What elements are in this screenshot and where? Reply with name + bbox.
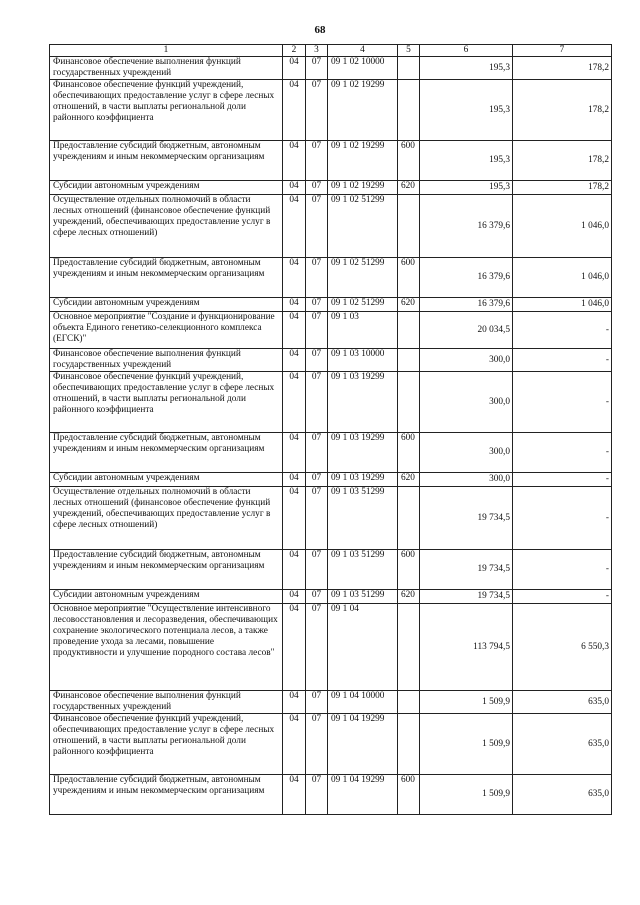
column-number-1: 1 xyxy=(50,45,283,57)
row-expense-type-code: 620 xyxy=(398,181,420,195)
row-expense-type-code: 600 xyxy=(398,258,420,298)
row-description: Субсидии автономным учреждениям xyxy=(50,590,283,604)
table-row xyxy=(50,775,612,815)
column-number-3: 3 xyxy=(306,45,328,57)
row-amount-col6: 19 734,5 xyxy=(420,550,513,590)
row-amount-col7: 178,2 xyxy=(513,181,612,195)
row-description: Основное мероприятие "Осуществление интенсивного лесовосстановления и лесоразведения, обеспечивающих сохранение экологического потенциала лесов, а также проведение ухода за лесами, повышение продуктивности и улучшение породного состава лесов" xyxy=(50,604,283,691)
row-section-code: 04 xyxy=(283,57,306,80)
row-amount-col7: 635,0 xyxy=(513,691,612,714)
row-section-code: 04 xyxy=(283,775,306,815)
row-amount-col6: 113 794,5 xyxy=(420,604,513,691)
row-subsection-code: 07 xyxy=(306,604,328,691)
row-subsection-code: 07 xyxy=(306,181,328,195)
budget-table xyxy=(49,44,612,815)
row-subsection-code: 07 xyxy=(306,195,328,258)
table-row xyxy=(50,550,612,590)
row-section-code: 04 xyxy=(283,590,306,604)
row-amount-col7: - xyxy=(513,312,612,349)
row-amount-col6: 195,3 xyxy=(420,181,513,195)
row-section-code: 04 xyxy=(283,433,306,473)
row-expense-type-code: 620 xyxy=(398,590,420,604)
row-subsection-code: 07 xyxy=(306,141,328,181)
row-description: Финансовое обеспечение функций учреждений, обеспечивающих предоставление услуг в сфере лесных отношений, в части выплаты региональной доли районного коэффициента xyxy=(50,80,283,141)
row-description: Финансовое обеспечение функций учреждений, обеспечивающих предоставление услуг в сфере лесных отношений, в части выплаты региональной доли районного коэффициента xyxy=(50,714,283,775)
row-amount-col6: 19 734,5 xyxy=(420,590,513,604)
row-amount-col7: - xyxy=(513,473,612,487)
row-section-code: 04 xyxy=(283,80,306,141)
row-section-code: 04 xyxy=(283,312,306,349)
row-target-article-code: 09 1 04 19299 xyxy=(328,714,398,775)
table-header-row xyxy=(50,45,612,57)
row-section-code: 04 xyxy=(283,195,306,258)
row-description: Финансовое обеспечение выполнения функций государственных учреждений xyxy=(50,349,283,372)
column-number-4: 4 xyxy=(328,45,398,57)
row-section-code: 04 xyxy=(283,181,306,195)
row-amount-col7: - xyxy=(513,372,612,433)
row-target-article-code: 09 1 04 xyxy=(328,604,398,691)
table-row xyxy=(50,604,612,691)
row-description: Субсидии автономным учреждениям xyxy=(50,298,283,312)
row-amount-col7: - xyxy=(513,487,612,550)
column-number-2: 2 xyxy=(283,45,306,57)
row-subsection-code: 07 xyxy=(306,433,328,473)
row-description: Предоставление субсидий бюджетным, автономным учреждениям и иным некоммерческим организациям xyxy=(50,141,283,181)
row-subsection-code: 07 xyxy=(306,590,328,604)
row-subsection-code: 07 xyxy=(306,349,328,372)
row-expense-type-code xyxy=(398,349,420,372)
table-row xyxy=(50,181,612,195)
table-row xyxy=(50,258,612,298)
row-subsection-code: 07 xyxy=(306,298,328,312)
row-description: Субсидии автономным учреждениям xyxy=(50,181,283,195)
row-amount-col6: 16 379,6 xyxy=(420,298,513,312)
row-expense-type-code xyxy=(398,714,420,775)
row-description: Финансовое обеспечение выполнения функций государственных учреждений xyxy=(50,691,283,714)
row-expense-type-code: 600 xyxy=(398,141,420,181)
row-expense-type-code xyxy=(398,372,420,433)
row-subsection-code: 07 xyxy=(306,80,328,141)
row-target-article-code: 09 1 02 19299 xyxy=(328,141,398,181)
row-section-code: 04 xyxy=(283,691,306,714)
row-expense-type-code: 600 xyxy=(398,775,420,815)
row-target-article-code: 09 1 03 10000 xyxy=(328,349,398,372)
table-row xyxy=(50,57,612,80)
row-description: Финансовое обеспечение выполнения функций государственных учреждений xyxy=(50,57,283,80)
row-amount-col6: 300,0 xyxy=(420,349,513,372)
row-amount-col7: 1 046,0 xyxy=(513,298,612,312)
row-target-article-code: 09 1 03 19299 xyxy=(328,372,398,433)
row-amount-col7: 1 046,0 xyxy=(513,195,612,258)
row-expense-type-code xyxy=(398,604,420,691)
row-expense-type-code xyxy=(398,487,420,550)
row-amount-col7: 178,2 xyxy=(513,57,612,80)
row-subsection-code: 07 xyxy=(306,775,328,815)
table-row xyxy=(50,590,612,604)
row-amount-col7: 178,2 xyxy=(513,141,612,181)
table-row xyxy=(50,298,612,312)
row-amount-col6: 1 509,9 xyxy=(420,714,513,775)
row-amount-col6: 16 379,6 xyxy=(420,258,513,298)
page-number: 68 xyxy=(314,24,326,36)
row-amount-col7: 178,2 xyxy=(513,80,612,141)
table-row xyxy=(50,141,612,181)
row-amount-col6: 1 509,9 xyxy=(420,691,513,714)
row-amount-col7: 635,0 xyxy=(513,775,612,815)
row-amount-col6: 300,0 xyxy=(420,372,513,433)
table-row xyxy=(50,80,612,141)
row-subsection-code: 07 xyxy=(306,487,328,550)
row-subsection-code: 07 xyxy=(306,372,328,433)
row-amount-col6: 1 509,9 xyxy=(420,775,513,815)
row-amount-col6: 300,0 xyxy=(420,433,513,473)
row-target-article-code: 09 1 04 10000 xyxy=(328,691,398,714)
row-target-article-code: 09 1 02 51299 xyxy=(328,195,398,258)
row-section-code: 04 xyxy=(283,298,306,312)
row-subsection-code: 07 xyxy=(306,312,328,349)
row-expense-type-code: 600 xyxy=(398,550,420,590)
row-description: Предоставление субсидий бюджетным, автономным учреждениям и иным некоммерческим организациям xyxy=(50,258,283,298)
table-row xyxy=(50,487,612,550)
column-number-7: 7 xyxy=(513,45,612,57)
row-subsection-code: 07 xyxy=(306,691,328,714)
row-target-article-code: 09 1 03 xyxy=(328,312,398,349)
row-target-article-code: 09 1 02 19299 xyxy=(328,181,398,195)
row-section-code: 04 xyxy=(283,473,306,487)
row-expense-type-code xyxy=(398,691,420,714)
table-row xyxy=(50,372,612,433)
row-description: Осуществление отдельных полномочий в области лесных отношений (финансовое обеспечение функций учреждений, обеспечивающих предоставление услуг в сфере лесных отношений) xyxy=(50,487,283,550)
row-amount-col7: 1 046,0 xyxy=(513,258,612,298)
row-amount-col6: 195,3 xyxy=(420,57,513,80)
row-section-code: 04 xyxy=(283,487,306,550)
row-amount-col7: - xyxy=(513,433,612,473)
row-expense-type-code: 600 xyxy=(398,433,420,473)
row-expense-type-code xyxy=(398,312,420,349)
table-row xyxy=(50,714,612,775)
column-number-5: 5 xyxy=(398,45,420,57)
row-subsection-code: 07 xyxy=(306,57,328,80)
row-amount-col6: 195,3 xyxy=(420,80,513,141)
row-target-article-code: 09 1 02 19299 xyxy=(328,80,398,141)
row-description: Предоставление субсидий бюджетным, автономным учреждениям и иным некоммерческим организациям xyxy=(50,433,283,473)
table-row xyxy=(50,473,612,487)
row-description: Субсидии автономным учреждениям xyxy=(50,473,283,487)
row-expense-type-code: 620 xyxy=(398,473,420,487)
row-description: Предоставление субсидий бюджетным, автономным учреждениям и иным некоммерческим организациям xyxy=(50,775,283,815)
row-amount-col6: 16 379,6 xyxy=(420,195,513,258)
row-target-article-code: 09 1 02 51299 xyxy=(328,258,398,298)
row-target-article-code: 09 1 03 51299 xyxy=(328,550,398,590)
row-target-article-code: 09 1 03 51299 xyxy=(328,487,398,550)
row-subsection-code: 07 xyxy=(306,258,328,298)
row-expense-type-code xyxy=(398,80,420,141)
row-description: Финансовое обеспечение функций учреждений, обеспечивающих предоставление услуг в сфере лесных отношений, в части выплаты региональной доли районного коэффициента xyxy=(50,372,283,433)
row-amount-col7: 6 550,3 xyxy=(513,604,612,691)
row-target-article-code: 09 1 03 19299 xyxy=(328,433,398,473)
column-number-6: 6 xyxy=(420,45,513,57)
row-expense-type-code xyxy=(398,195,420,258)
row-section-code: 04 xyxy=(283,714,306,775)
table-row xyxy=(50,433,612,473)
row-section-code: 04 xyxy=(283,258,306,298)
row-amount-col6: 195,3 xyxy=(420,141,513,181)
row-target-article-code: 09 1 04 19299 xyxy=(328,775,398,815)
row-target-article-code: 09 1 03 51299 xyxy=(328,590,398,604)
row-subsection-code: 07 xyxy=(306,714,328,775)
table-row xyxy=(50,195,612,258)
row-section-code: 04 xyxy=(283,372,306,433)
row-target-article-code: 09 1 03 19299 xyxy=(328,473,398,487)
row-amount-col7: - xyxy=(513,349,612,372)
row-subsection-code: 07 xyxy=(306,473,328,487)
table-row xyxy=(50,691,612,714)
row-expense-type-code xyxy=(398,57,420,80)
row-description: Осуществление отдельных полномочий в области лесных отношений (финансовое обеспечение функций учреждений, обеспечивающих предоставление услуг в сфере лесных отношений) xyxy=(50,195,283,258)
row-target-article-code: 09 1 02 51299 xyxy=(328,298,398,312)
row-section-code: 04 xyxy=(283,141,306,181)
row-section-code: 04 xyxy=(283,349,306,372)
row-amount-col6: 19 734,5 xyxy=(420,487,513,550)
row-description: Основное мероприятие "Создание и функционирование объекта Единого генетико-селекционного комплекса (ЕГСК)" xyxy=(50,312,283,349)
row-section-code: 04 xyxy=(283,550,306,590)
row-amount-col7: - xyxy=(513,590,612,604)
row-subsection-code: 07 xyxy=(306,550,328,590)
row-amount-col7: - xyxy=(513,550,612,590)
row-expense-type-code: 620 xyxy=(398,298,420,312)
row-amount-col7: 635,0 xyxy=(513,714,612,775)
row-target-article-code: 09 1 02 10000 xyxy=(328,57,398,80)
table-row xyxy=(50,349,612,372)
row-amount-col6: 20 034,5 xyxy=(420,312,513,349)
row-amount-col6: 300,0 xyxy=(420,473,513,487)
row-description: Предоставление субсидий бюджетным, автономным учреждениям и иным некоммерческим организациям xyxy=(50,550,283,590)
row-section-code: 04 xyxy=(283,604,306,691)
table-row xyxy=(50,312,612,349)
